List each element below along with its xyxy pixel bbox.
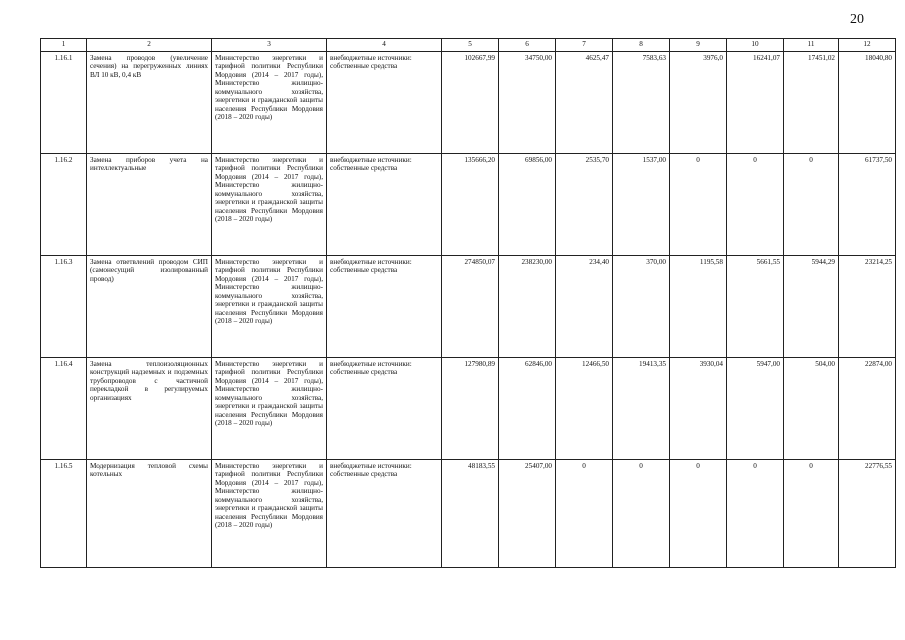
row-value: 25407,00 <box>499 460 556 568</box>
row-executor: Министерство энергетики и тарифной политики Республики Мордовия (2014 – 2017 годы), Министерство жилищно-коммунального хозяйства, энергетики и гражданской защиты населения Республики Мордовия (2018 – 2020 годы) <box>212 358 327 460</box>
row-code: 1.16.4 <box>41 358 87 460</box>
row-executor: Министерство энергетики и тарифной политики Республики Мордовия (2014 – 2017 годы), Министерство жилищно-коммунального хозяйства, энергетики и гражданской защиты населения Республики Мордовия (2018 – 2020 годы) <box>212 154 327 256</box>
column-header: 11 <box>784 39 839 52</box>
column-header: 7 <box>556 39 613 52</box>
row-value: 23214,25 <box>839 256 896 358</box>
row-value: 62846,00 <box>499 358 556 460</box>
row-value: 1195,58 <box>670 256 727 358</box>
row-value: 234,40 <box>556 256 613 358</box>
row-value: 370,00 <box>613 256 670 358</box>
column-header: 10 <box>727 39 784 52</box>
table-row <box>41 52 896 154</box>
row-value: 0 <box>727 154 784 256</box>
row-executor: Министерство энергетики и тарифной политики Республики Мордовия (2014 – 2017 годы), Министерство жилищно-коммунального хозяйства, энергетики и гражданской защиты населения Республики Мордовия (2018 – 2020 годы) <box>212 52 327 154</box>
table-row <box>41 154 896 256</box>
program-table <box>40 38 896 568</box>
row-executor: Министерство энергетики и тарифной политики Республики Мордовия (2014 – 2017 годы), Министерство жилищно-коммунального хозяйства, энергетики и гражданской защиты населения Республики Мордовия (2018 – 2020 годы) <box>212 256 327 358</box>
column-header: 1 <box>41 39 87 52</box>
row-value: 19413,35 <box>613 358 670 460</box>
row-value: 61737,50 <box>839 154 896 256</box>
row-value: 4625,47 <box>556 52 613 154</box>
row-code: 1.16.5 <box>41 460 87 568</box>
column-header: 2 <box>87 39 212 52</box>
row-value: 0 <box>670 460 727 568</box>
row-value-total: 274850,07 <box>442 256 499 358</box>
row-measure-name: Замена ответвлений проводом СИП (самонесущий изолированный провод) <box>87 256 212 358</box>
row-value-total: 102667,99 <box>442 52 499 154</box>
column-header: 9 <box>670 39 727 52</box>
row-value-total: 127980,89 <box>442 358 499 460</box>
row-measure-name: Замена приборов учета на интеллектуальные <box>87 154 212 256</box>
row-value-total: 135666,20 <box>442 154 499 256</box>
row-code: 1.16.3 <box>41 256 87 358</box>
table-row <box>41 460 896 568</box>
row-value: 22874,00 <box>839 358 896 460</box>
column-header: 12 <box>839 39 896 52</box>
column-header: 6 <box>499 39 556 52</box>
row-value: 0 <box>784 460 839 568</box>
row-value: 238230,00 <box>499 256 556 358</box>
row-value: 22776,55 <box>839 460 896 568</box>
row-funding-source: внебюджетные источники: собственные средства <box>327 256 442 358</box>
row-measure-name: Замена проводов (увеличение сечения) на перегруженных линиях ВЛ 10 кВ, 0,4 кВ <box>87 52 212 154</box>
table-row <box>41 358 896 460</box>
row-value: 5661,55 <box>727 256 784 358</box>
row-value: 69856,00 <box>499 154 556 256</box>
row-value: 0 <box>727 460 784 568</box>
row-code: 1.16.2 <box>41 154 87 256</box>
row-value: 7583,63 <box>613 52 670 154</box>
row-executor: Министерство энергетики и тарифной политики Республики Мордовия (2014 – 2017 годы), Министерство жилищно-коммунального хозяйства, энергетики и гражданской защиты населения Республики Мордовия (2018 – 2020 годы) <box>212 460 327 568</box>
column-header: 8 <box>613 39 670 52</box>
row-funding-source: внебюджетные источники: собственные средства <box>327 358 442 460</box>
row-value: 504,00 <box>784 358 839 460</box>
column-header: 4 <box>327 39 442 52</box>
row-value: 5947,00 <box>727 358 784 460</box>
row-value: 0 <box>613 460 670 568</box>
row-value: 12466,50 <box>556 358 613 460</box>
table-row <box>41 256 896 358</box>
row-value: 3930,04 <box>670 358 727 460</box>
page-number: 20 <box>850 12 864 27</box>
row-funding-source: внебюджетные источники: собственные средства <box>327 154 442 256</box>
row-value: 18040,80 <box>839 52 896 154</box>
row-value: 0 <box>784 154 839 256</box>
header-row <box>41 39 896 52</box>
row-measure-name: Замена теплоизоляционных конструкций надземных и подземных трубопроводов с частичной перекладкой в регулируемых организациях <box>87 358 212 460</box>
row-value: 3976,0 <box>670 52 727 154</box>
row-value: 0 <box>556 460 613 568</box>
column-header: 3 <box>212 39 327 52</box>
row-value: 17451,02 <box>784 52 839 154</box>
row-value: 0 <box>670 154 727 256</box>
row-measure-name: Модернизация тепловой схемы котельных <box>87 460 212 568</box>
row-code: 1.16.1 <box>41 52 87 154</box>
row-funding-source: внебюджетные источники: собственные средства <box>327 52 442 154</box>
row-funding-source: внебюджетные источники: собственные средства <box>327 460 442 568</box>
column-header: 5 <box>442 39 499 52</box>
row-value: 16241,07 <box>727 52 784 154</box>
row-value: 34750,00 <box>499 52 556 154</box>
row-value: 2535,70 <box>556 154 613 256</box>
row-value: 5944,29 <box>784 256 839 358</box>
row-value-total: 48183,55 <box>442 460 499 568</box>
row-value: 1537,00 <box>613 154 670 256</box>
